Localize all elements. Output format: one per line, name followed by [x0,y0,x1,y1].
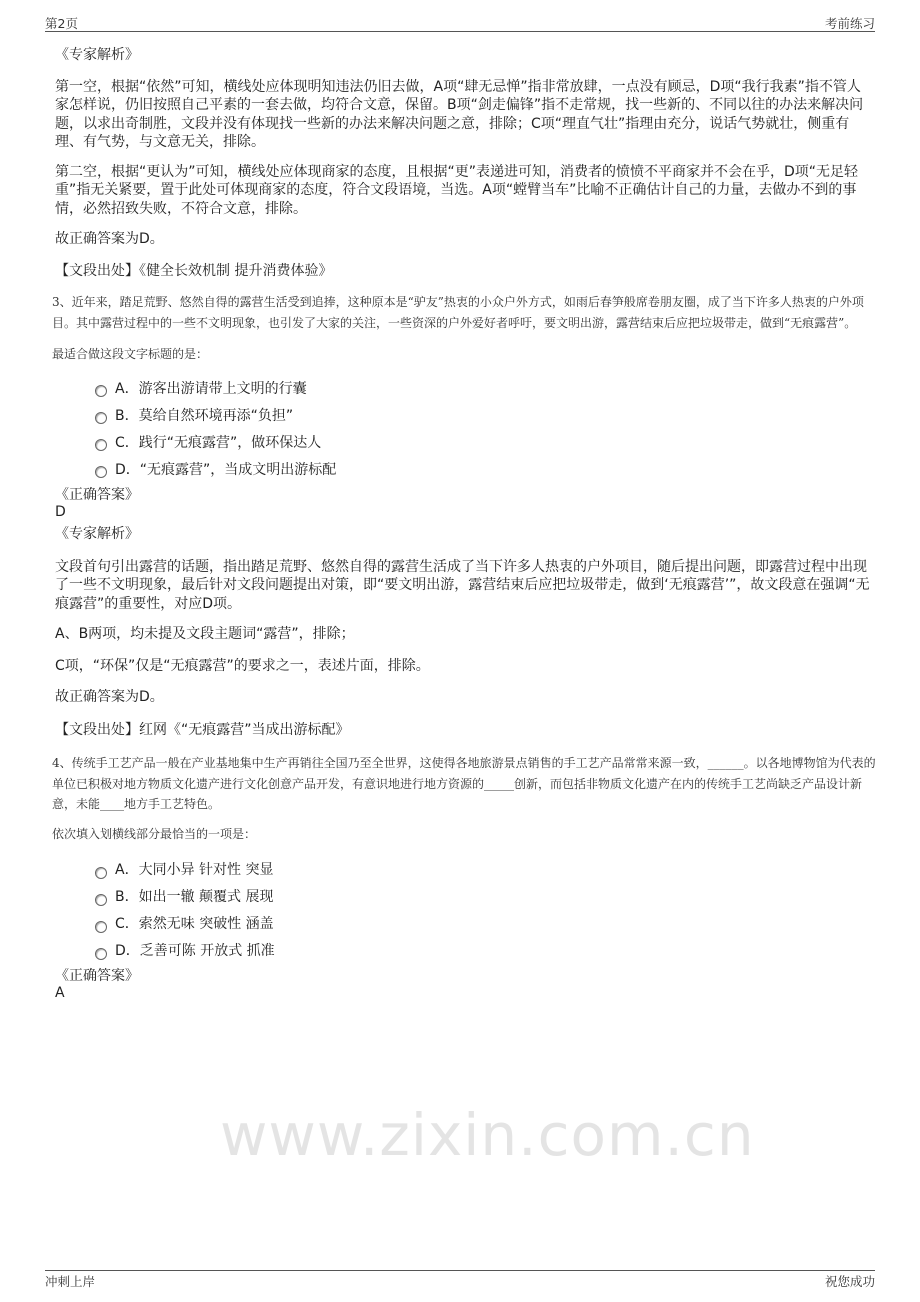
option-a[interactable] [95,860,877,880]
radio-button[interactable] [95,439,107,451]
question-prompt: 最适合做这段文字标题的是： [52,347,209,361]
analysis-paragraph: 第二空，根据“更认为”可知，横线处应体现商家的态度，且根据“更”表递进可知，消费者的愤愤不平商家并不会在乎，D项“无足轻重”指无关紧要，置于此处可体现商家的态度，符合文段语境，当选。A项“螳臂当车”比喻不正确估计自己的力量，去做办不到的事情，必然招致失败，不符合文意，排除。 [55,163,859,217]
analysis-paragraph: C项，“环保”仅是“无痕露营”的要求之一，表述片面，排除。 [55,657,430,674]
conclusion: 故正确答案为D。 [55,231,164,247]
page-number: 第2页 [45,16,78,31]
footer-right: 祝您成功 [824,1274,875,1289]
page-header [45,14,875,32]
answer-value: D [55,503,66,520]
option-a[interactable] [95,379,877,399]
answer-value: A [55,985,65,1001]
watermark: www.zixin.com.cn [220,1101,755,1169]
option-b[interactable] [95,406,877,426]
option-label: B．如出一辙 颠覆式 展现 [115,889,274,905]
option-label: B．莫给自然环境再添“负担” [115,407,294,424]
source: 【文段出处】红网《“无痕露营”当成出游标配》 [55,721,350,738]
question-stem: 4、传统手工艺产品一般在产业基地集中生产再销往全国乃至全世界，这使得各地旅游景点销售的手工艺产品常常来源一致，______。以各地博物馆为代表的单位已积极对地方物质文化遗产进行文化创意产品开发，有意识地进行地方资源的_____创新，而包括非物质文化遗产在内的传统手工艺尚缺乏产品设计新意，未能____地方手工艺特色。 [52,756,876,811]
analysis-label: 《专家解析》 [55,525,139,542]
option-label: C．践行“无痕露营”，做环保达人 [115,434,322,451]
page-content [52,46,877,1002]
footer-left: 冲刺上岸 [45,1274,96,1289]
radio-button[interactable] [95,921,107,933]
options-list [95,860,877,961]
question-prompt: 依次填入划横线部分最恰当的一项是： [52,826,257,841]
page-footer [45,1272,875,1290]
radio-button[interactable] [95,894,107,906]
radio-button[interactable] [95,412,107,424]
answer-label: 《正确答案》 [55,486,139,503]
option-label: D．乏善可陈 开放式 抓准 [115,943,275,959]
header-divider [45,31,875,32]
header-title: 考前练习 [824,16,875,31]
analysis-paragraph: 第一空，根据“依然”可知，横线处应体现明知违法仍旧去做，A项“肆无忌惮”指非常放肆，一点没有顾忌，D项“我行我素”指不管人家怎样说，仍旧按照自己平素的一套去做，均符合文意，保留。B项“剑走偏锋”指不走常规，找一些新的、不同以往的办法来解决问题，以求出奇制胜，文段并没有体现找一些新的办法来解决问题之意，排除；C项“理直气壮”指理由充分，说话气势就壮，侧重有理、有气势，与文意无关，排除。 [55,78,864,150]
answer-label: 《正确答案》 [55,968,139,984]
option-c[interactable] [95,914,877,934]
option-d[interactable] [95,460,877,480]
options-list [95,379,877,480]
option-label: C．索然无味 突破性 涵盖 [115,916,274,932]
radio-button[interactable] [95,948,107,960]
footer-divider [45,1270,875,1271]
conclusion: 故正确答案为D。 [55,689,164,705]
option-label: A．大同小异 针对性 突显 [115,862,274,878]
radio-button[interactable] [95,466,107,478]
option-label: A．游客出游请带上文明的行囊 [115,380,307,397]
option-d[interactable] [95,941,877,961]
option-label: D．“无痕露营”，当成文明出游标配 [115,461,337,478]
analysis-paragraph: A、B两项，均未提及文段主题词“露营”，排除； [55,626,355,642]
option-b[interactable] [95,887,877,907]
analysis-label: 《专家解析》 [55,47,139,63]
analysis-paragraph: 文段首句引出露营的话题，指出踏足荒野、悠然自得的露营生活成了当下许多人热衷的户外项目，随后提出问题，即露营过程中出现了一些不文明现象，最后针对文段问题提出对策，即“要文明出游，露营结束后应把垃圾带走，做到‘无痕露营’”，故文段意在强调“无痕露营”的重要性，对应D项。 [55,558,870,612]
radio-button[interactable] [95,867,107,879]
option-c[interactable] [95,433,877,453]
source: 【文段出处】《健全长效机制 提升消费体验》 [55,262,333,279]
question-stem: 3、近年来，踏足荒野、悠然自得的露营生活受到追捧，这种原本是“驴友”热衷的小众户外方式，如雨后春笋般席卷朋友圈，成了当下许多人热衷的户外项目。其中露营过程中的一些不文明现象，也引发了大家的关注，一些资深的户外爱好者呼吁，要文明出游，露营结束后应把垃圾带走，做到“无痕露营”。 [52,295,864,330]
radio-button[interactable] [95,385,107,397]
